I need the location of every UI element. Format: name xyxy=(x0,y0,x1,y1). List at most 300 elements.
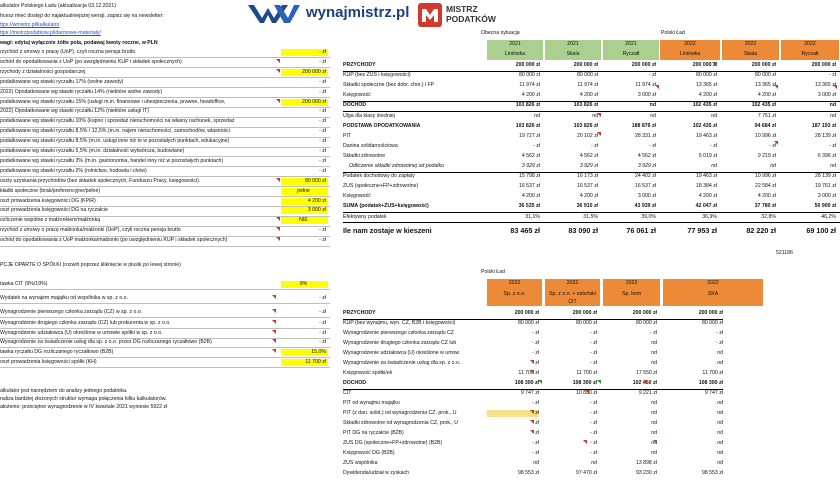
table-cell: 24 402 zł xyxy=(634,173,656,180)
table-cell: 94 684 zł xyxy=(754,122,776,129)
table-row-label: Składki zdrowotne od wynagrodzenia CZ, prok., U xyxy=(343,420,459,426)
formula-marker-icon xyxy=(538,380,542,384)
table-cell: - zł xyxy=(590,430,597,436)
comment-marker-icon xyxy=(530,420,534,424)
table-cell: 31,5% xyxy=(583,213,598,220)
table-cell: nd xyxy=(717,350,723,356)
table-cell: 3 929 zł xyxy=(521,163,540,169)
table-cell: 16 537 zł xyxy=(518,183,540,190)
table-cell: 83 465 zł xyxy=(510,225,540,235)
table-cell: - zł xyxy=(769,142,776,149)
table-row-label: Składki społeczne (bez dobr. chor.) i FP xyxy=(343,82,435,89)
table-cell: 4 200 zł xyxy=(579,92,598,99)
group-current: Obecna sytuacja xyxy=(481,30,520,36)
kalkulator-link[interactable]: ttps://wmistrz.pl/kalkulator xyxy=(0,22,60,28)
column-header: Liniówka xyxy=(660,49,720,60)
table-cell: 28 331 zł xyxy=(634,132,656,139)
input-row-value[interactable]: - zł xyxy=(281,49,328,56)
table-row-label: Odliczenie składki zdrowotnej od podatku xyxy=(349,163,445,169)
table-cell: nd xyxy=(770,163,776,169)
input-row-label: podatkowane wg stawki ryczałtu 10% (kupno i sprzedaż nieruchomości na własny rachunek, sprzedaż xyxy=(0,118,235,125)
table-cell: nd xyxy=(591,460,597,466)
input-row-value[interactable]: - zł xyxy=(319,167,326,174)
table-cell: 4 200 zł xyxy=(698,92,717,99)
table-cell: 15 798 zł xyxy=(518,173,540,180)
table-cell: nd xyxy=(592,112,598,119)
table-cell: 4 562 zł xyxy=(637,152,656,159)
mistrz-podatkow-line1: MISTRZ xyxy=(446,4,478,14)
input-row-value[interactable]: - zł xyxy=(319,227,326,234)
comment-marker-icon xyxy=(597,132,601,136)
table-cell: 188 876 zł xyxy=(631,122,656,129)
spolka-row-value[interactable]: - zł xyxy=(319,320,326,326)
table-cell: - zł xyxy=(532,440,539,446)
table-row-label: PRZYCHODY xyxy=(343,62,376,68)
table-cell: - zł xyxy=(590,410,597,416)
table-cell: 19 761 zł xyxy=(814,183,836,190)
table-cell: - zł xyxy=(710,142,717,149)
comment-marker-icon xyxy=(530,430,534,434)
comment-marker-icon xyxy=(655,85,659,89)
column-header: Ryczałt xyxy=(603,49,659,60)
table-cell: 102 450 zł xyxy=(632,380,657,386)
table-row-label: Wynagrodzenie udziałowca (U) określone w umow xyxy=(343,350,460,356)
table-cell: - zł xyxy=(532,340,539,346)
table-cell: nd xyxy=(651,450,657,456)
table-row-label: DOCHÓD xyxy=(343,102,367,109)
comment-marker-icon xyxy=(583,440,587,444)
wynajmistrz-logo-text: wynajmistrz.pl xyxy=(306,4,410,21)
table-cell: - zł xyxy=(591,142,598,149)
table-cell: 16 537 zł xyxy=(576,183,598,190)
table-cell: nd xyxy=(717,430,723,436)
table-cell: 16 537 zł xyxy=(634,183,656,190)
table-cell: - zł xyxy=(590,330,597,336)
table-row-label: KUP (bez wynajmu, wyn. CZ, B2B i księgowości) xyxy=(343,320,456,326)
table-cell: 42 047 zł xyxy=(695,203,717,210)
table-cell: - zł xyxy=(649,72,656,79)
row-divider xyxy=(0,246,330,247)
comment-marker-icon xyxy=(530,360,534,364)
table-cell: 16 173 zł xyxy=(576,173,598,180)
table-cell: 102 435 zł xyxy=(751,102,776,109)
table-cell: - zł xyxy=(590,420,597,426)
table-cell: 108 300 zł xyxy=(698,380,723,386)
table-cell: 36 910 zł xyxy=(576,203,598,210)
input-row-value[interactable]: - zł xyxy=(319,88,326,95)
table-cell: - zł xyxy=(532,430,539,436)
table-row-label: PRZYCHODY xyxy=(343,310,376,316)
year-header: 2021 xyxy=(545,40,601,49)
spolka-row-label: Wynagrodzenie udziałowca (U) określone w umowie spółki w sp. z o.o. xyxy=(0,330,163,336)
table-cell: 80 000 zł xyxy=(695,72,717,79)
table-cell: 200 000 zł xyxy=(751,62,776,68)
comment-marker-icon xyxy=(530,410,534,414)
row-divider xyxy=(0,317,330,318)
spolka-row-value[interactable]: 15,0% xyxy=(281,349,328,356)
table-cell: 4 562 zł xyxy=(521,152,540,159)
comment-marker-icon xyxy=(774,85,778,89)
input-row-label: rzychód z umowy o pracę (UoP), czyli roczna pensja brutto xyxy=(0,49,136,55)
table-cell: 77 953 zł xyxy=(687,225,717,235)
table-cell: 13 365 zł xyxy=(814,82,836,89)
table-cell: nd xyxy=(717,450,723,456)
table-cell: - zł xyxy=(532,450,539,456)
table-cell: 11 700 zł xyxy=(518,370,539,376)
table-cell: 80 000 zł xyxy=(576,72,598,79)
spolka-row-value[interactable]: 11 700 zł xyxy=(281,359,328,366)
comment-marker-icon xyxy=(597,113,601,117)
table-cell: nd xyxy=(717,440,723,446)
row-divider xyxy=(0,303,330,304)
table-cell: - zł xyxy=(533,142,540,149)
table-row-label: Wynagrodzenie za świadczenie usług dla sp. z o.o. xyxy=(343,360,461,366)
input-row-label: rzychód z umowy o pracę małżonka/małżonki (UoP), czyli roczna pensja brutto xyxy=(0,227,181,234)
table-cell: 80 000 zł xyxy=(754,72,776,79)
comment-marker-icon xyxy=(272,330,276,334)
input-row-label: podatkowane wg stawki ryczałtu 17% (wolne zawody) xyxy=(0,78,124,85)
table-cell: 13 365 zł xyxy=(695,82,717,89)
table-cell: 80 000 zł xyxy=(701,320,723,326)
materialy-link[interactable]: ttps://mistrzpodatkow.pl/darmowe-materialy/ xyxy=(0,30,101,36)
table-cell: 103 826 zł xyxy=(573,122,598,129)
table-cell: 3 000 zł xyxy=(817,193,836,200)
year-header: 2022 xyxy=(487,279,542,288)
table-cell: - zł xyxy=(590,340,597,346)
table-cell: - zł xyxy=(829,72,836,79)
table-cell: 19 463 zł xyxy=(695,132,717,139)
table-cell: - zł xyxy=(716,340,723,346)
table-cell: - zł xyxy=(590,350,597,356)
comment-marker-icon xyxy=(276,99,280,103)
table-cell: 28 139 zł xyxy=(814,173,836,180)
spolka-row-label: Wynagrodzenie za świadczenie usług dla sp. z o.o. przez DG rozliczanego ryczałtowo (B2B) xyxy=(0,339,212,345)
table-cell: nd xyxy=(651,410,657,416)
comment-marker-icon xyxy=(272,309,276,313)
table-cell: 10 830 zł xyxy=(575,390,597,396)
table-cell: 103 826 zł xyxy=(515,122,540,129)
input-row-label: podatkowane wg stawki ryczałtu 2% (rolnictwo, hodowla i chów) xyxy=(0,167,147,174)
table-cell: 19 463 zł xyxy=(695,173,717,180)
table-cell: - zł xyxy=(487,410,539,417)
comment-marker-icon xyxy=(276,69,280,73)
table-row-label: Wynagrodzenie pierwszego członka zarządu CZ xyxy=(343,330,454,336)
sheet-code: 521186 xyxy=(776,250,793,256)
table-cell: nd xyxy=(534,112,540,119)
input-row-value[interactable]: NIE xyxy=(281,217,328,224)
table-row-label: Dywidenda/udział w zyskach xyxy=(343,470,410,476)
input-row-label: rzychody z działalności gospodarczej xyxy=(0,68,86,75)
table-cell: 4 200 zł xyxy=(579,193,598,200)
table-cell: 200 000 zł xyxy=(514,310,539,316)
table-cell: nd xyxy=(717,400,723,406)
table-row-label: PODSTAWA OPODATKOWANIA xyxy=(343,122,421,129)
column-header: Skala xyxy=(722,49,779,60)
table-cell: 200 000 zł xyxy=(698,310,723,316)
table-row-label: Podatek dochodowy do zapłaty xyxy=(343,173,415,180)
table-row-label: Księgowość DG (B2B) xyxy=(343,450,395,456)
formula-marker-icon xyxy=(653,440,657,444)
table-row-label: Składki zdrowotne xyxy=(343,152,386,159)
comment-marker-icon xyxy=(276,227,280,231)
table-cell: 28 139 zł xyxy=(814,132,836,139)
table-cell: 18 384 zł xyxy=(695,183,717,190)
input-row-value[interactable]: 200 000 zł xyxy=(281,69,328,76)
table-cell: nd xyxy=(830,163,836,169)
input-row-value[interactable]: 3 000 zł xyxy=(281,207,328,214)
table-cell: 10 996 zł xyxy=(754,132,776,139)
spolka-row-value[interactable]: - zł xyxy=(319,339,326,345)
table-row-label: PIT (z dan. solid.) od wynagrodzenia CZ, prok., U xyxy=(343,410,457,416)
input-row-label: podatkowane wg stawki ryczałtu 8,5% / 12,5% (m.in. najem nieruchomości, samochodów, własności xyxy=(0,128,230,135)
input-row-label: oszt prowadzenia księgowości DG (KPiR) xyxy=(0,197,96,204)
column-header: SKA xyxy=(663,288,763,306)
input-row-label: podatkowane wg stawki ryczałtu 15% (usługi m.in. finansowe i ubezpieczenia, prawne, headoffice, xyxy=(0,98,226,105)
spolka-row-value[interactable]: 9% xyxy=(281,281,328,288)
year-header: 2022 xyxy=(663,279,763,288)
table-cell: 98 553 zł xyxy=(701,470,723,476)
table-cell: 9 219 zł xyxy=(757,152,776,159)
table-cell: 5 019 zł xyxy=(698,152,717,159)
input-row-label: oszt prowadzenia księgowości DG na ryczałcie xyxy=(0,207,108,214)
table-cell: nd xyxy=(651,350,657,356)
table-cell: 69 100 zł xyxy=(806,225,836,235)
table-cell: 11 700 zł xyxy=(702,370,723,376)
input-row-label: podatkowane wg stawki ryczałtu 3% (m.in. gastronomia, handel inny niż w pozostałych punktach) xyxy=(0,157,224,164)
table-cell: - zł xyxy=(829,142,836,149)
input-row-value[interactable]: - zł xyxy=(319,78,326,85)
table-row-label: Księgowość spółki/ek xyxy=(343,370,393,376)
table-cell: 200 000 zł xyxy=(811,62,836,68)
table-cell: 200 000 zł xyxy=(631,62,656,68)
table-cell: 97 470 zł xyxy=(575,470,597,476)
table-cell: 9 221 zł xyxy=(638,390,657,396)
input-row-label: podatkowane wg stawki ryczałtu 8,5% (m.in. usługi inne niż te w pozostałych punktach, edukacyjne) xyxy=(0,138,230,145)
table-row-label: Wynagrodzenie drugiego członka zarządu CZ lub xyxy=(343,340,457,346)
table-cell: 103 826 zł xyxy=(573,102,598,109)
input-row-label: 2022) Opodatkowane wg stawki ryczałtu 14% (niektóre wolne zawody) xyxy=(0,88,163,95)
mistrz-podatkow-logo xyxy=(418,2,498,28)
input-row-label: 2022) Opodatkowane wg stawki ryczałtu 12% (niektóre usługi IT) xyxy=(0,108,150,115)
spolka-row-value[interactable]: - zł xyxy=(319,295,326,301)
row-divider xyxy=(0,367,330,368)
table-row-label: ZUS DG (społeczne+FP+zdrowotne) (B2B) xyxy=(343,440,443,446)
table-cell: nd xyxy=(717,420,723,426)
table-cell: 187 193 zł xyxy=(811,122,836,129)
input-row-value[interactable]: 80 000 zł xyxy=(281,178,328,185)
formula-marker-icon xyxy=(597,380,601,384)
comment-marker-icon xyxy=(272,339,276,343)
table-cell: 9 747 zł xyxy=(704,390,723,396)
table-cell: 98 553 zł xyxy=(517,470,539,476)
table-cell: 9 747 zł xyxy=(520,390,539,396)
input-row-label: ochód do opodatkowania z UoP (po uwzględnieniu KUP i składek społecznych) xyxy=(0,58,182,65)
table-cell: nd xyxy=(711,112,717,119)
table-row-label: Efektywny podatek xyxy=(343,213,387,220)
table-cell: 39,0% xyxy=(641,213,656,220)
table-cell: 11 974 zł xyxy=(635,82,656,89)
table-cell: nd xyxy=(650,112,656,119)
comment-marker-icon xyxy=(585,390,589,394)
table-cell: 10 996 zł xyxy=(754,173,776,180)
table-cell: 103 826 zł xyxy=(515,102,540,109)
input-row-value[interactable]: - zł xyxy=(319,237,326,244)
note-2: naliza bardziej złożonych struktur wymaga połączenia kilku kalkulatorów. xyxy=(0,396,167,402)
table-cell: 82 220 zł xyxy=(746,225,776,235)
table-cell: 76 061 zł xyxy=(626,225,656,235)
mistrz-podatkow-line2: PODATKÓW xyxy=(446,14,496,24)
table-row-label: Księgowość xyxy=(343,193,371,200)
table-cell: - zł xyxy=(716,330,723,336)
table-row-label: Księgowość xyxy=(343,92,371,99)
table-cell: 4 562 zł xyxy=(579,152,598,159)
year-header: 2021 xyxy=(487,40,543,49)
table-row-label: DOCHÓD xyxy=(343,380,367,386)
table-cell: 200 000 zł xyxy=(692,62,717,68)
table-cell: 6 396 zł xyxy=(817,152,836,159)
table-cell: 17 550 zł xyxy=(635,370,657,376)
table-cell: nd xyxy=(651,360,657,366)
table-row-label: CIT xyxy=(343,390,352,396)
input-row-value[interactable]: 200 000 zł xyxy=(281,99,328,106)
table-row-label: PIT od wynajmu majątku xyxy=(343,400,400,406)
table-cell: 200 000 zł xyxy=(632,310,657,316)
year-header: 2022 xyxy=(545,279,600,288)
column-header: Sp. z o.o. xyxy=(487,288,542,306)
table-cell: 50 900 zł xyxy=(814,203,836,210)
table-cell: 3 000 zł xyxy=(637,92,656,99)
table-cell: 200 000 zł xyxy=(515,62,540,68)
table-cell: nd xyxy=(717,410,723,416)
table-cell: 31,1% xyxy=(525,213,540,220)
table-cell: 11 700 zł xyxy=(576,370,597,376)
wynajmistrz-logo xyxy=(244,0,410,26)
table-cell: 4 200 zł xyxy=(521,193,540,200)
table-cell: nd xyxy=(711,163,717,169)
input-row-label: kładki społeczne (brak/preferencyjne/pełne) xyxy=(0,187,101,194)
table-cell: nd xyxy=(830,112,836,119)
input-row-label: oszty uzyskania przychodów (bez składek społecznych, Funduszu Pracy, księgowości) xyxy=(0,177,199,184)
table-row-label: SUMA (podatek+ZUS+księgowość) xyxy=(343,203,429,210)
input-row-value[interactable]: pełne xyxy=(281,188,328,195)
column-header: Liniówka xyxy=(487,49,543,60)
comment-marker-icon xyxy=(712,62,716,66)
year-header: 2022 xyxy=(781,40,839,49)
table-cell: 11 974 zł xyxy=(577,82,598,89)
note-3: ałożenie: przeciętne wynagrodzenie w IV kwartale 2021 wyniesie 5922 zł xyxy=(0,404,168,410)
spolka-row-value[interactable]: - zł xyxy=(319,309,326,315)
table-cell: 3 000 zł xyxy=(817,92,836,99)
table-cell: 36,9% xyxy=(702,213,717,220)
table-cell: - zł xyxy=(590,450,597,456)
input-row-value[interactable]: 4 200 zł xyxy=(281,198,328,205)
table-row-label: ZUS wspólnika xyxy=(343,460,378,466)
table-cell: 13 365 zł xyxy=(754,82,776,89)
input-row-value[interactable]: - zł xyxy=(319,58,326,65)
comment-marker-icon xyxy=(833,85,837,89)
table-cell: - zł xyxy=(532,360,539,366)
year-header: 2022 xyxy=(722,40,779,49)
input-row-value[interactable]: - zł xyxy=(319,138,326,145)
table-cell: 7 751 zł xyxy=(757,112,776,119)
table-cell: nd xyxy=(651,430,657,436)
input-row-value[interactable]: - zł xyxy=(319,128,326,135)
table-cell: 93 230 zł xyxy=(635,470,657,476)
input-row-value[interactable]: - zł xyxy=(319,157,326,164)
table-cell: 36 535 zł xyxy=(518,203,540,210)
table-row-label: ZUS (społeczne+FP+zdrowotne) xyxy=(343,183,419,190)
table-row-label: KUP (bez ZUS i księgowości) xyxy=(343,72,411,79)
column-header: Skala xyxy=(545,49,601,60)
table-cell: - zł xyxy=(532,330,539,336)
table-cell: 3 929 zł xyxy=(579,163,598,169)
table-cell: 11 974 zł xyxy=(519,82,540,89)
year-header: 2022 xyxy=(660,40,720,49)
table-cell: nd xyxy=(717,460,723,466)
table-cell: - zł xyxy=(590,440,597,446)
table-cell: nd xyxy=(651,440,657,446)
row-divider xyxy=(0,347,330,348)
table-cell: 32,8% xyxy=(761,213,776,220)
table-row-label: Danina solidarnościowa xyxy=(343,142,398,149)
table-cell: nd xyxy=(651,340,657,346)
row-divider xyxy=(0,328,330,329)
comment-marker-icon xyxy=(774,141,778,145)
comment-marker-icon xyxy=(643,380,647,384)
intro-line-1: alkulator Polskiego Ładu (aktualizacja 03.12.2021) xyxy=(0,3,116,9)
comment-marker-icon xyxy=(272,320,276,324)
input-row-value[interactable]: - zł xyxy=(319,148,326,154)
table-cell: 200 000 zł xyxy=(572,310,597,316)
year-header: 2022 xyxy=(603,279,660,288)
table-cell: 102 435 zł xyxy=(692,102,717,109)
table-cell: nd xyxy=(651,400,657,406)
spolka-row-label: tawka CIT (9%/19%) xyxy=(0,281,48,287)
comment-marker-icon xyxy=(272,349,276,353)
table-cell: 4 200 zł xyxy=(757,193,776,200)
table-cell: - zł xyxy=(532,350,539,356)
spolka-header[interactable]: PCJE OPARTE O SPÓŁKI (rozwiń poprzez kliknięcie w plusik po lewej stronie) xyxy=(0,262,181,268)
table-cell: 80 000 zł xyxy=(575,320,597,326)
note-1: alkulator jest narzędziem do analizy jednego podatnika. xyxy=(0,388,128,394)
table-cell: - zł xyxy=(650,330,657,336)
input-row-value[interactable]: - zł xyxy=(319,108,326,115)
table-row-label: Ile nam zostaje w kieszeni xyxy=(343,225,432,235)
table-cell: nd xyxy=(649,102,656,109)
table-row-label: PIT DG na ryczałcie (B2B) xyxy=(343,430,404,436)
table-cell: - zł xyxy=(590,360,597,366)
input-row-label: podatkowane wg stawki ryczałtu 5,5% (m.in. działalność wytwórcza, budowlane) xyxy=(0,148,185,154)
group-new: Polski Ład xyxy=(661,30,685,36)
table-cell: 102 435 zł xyxy=(692,122,717,129)
spolka-row-label: Wynagrodzenie drugiego członka zarządu (CZ) lub prokurenta w sp. z o.o. xyxy=(0,320,171,326)
table-cell: 83 090 zł xyxy=(568,225,598,235)
table-row-label: Ulga dla klasy średniej xyxy=(343,112,395,119)
spolka-row-label: oszt prowadzenia księgowości spółki (KH) xyxy=(0,359,97,365)
table-cell: 20 102 zł xyxy=(576,132,598,139)
spolka-row-value[interactable]: - zł xyxy=(319,330,326,336)
comment-marker-icon xyxy=(272,295,276,299)
table-cell: 200 000 zł xyxy=(573,62,598,68)
table-row-label: PIT xyxy=(343,132,352,139)
table-cell: 22 584 zł xyxy=(754,183,776,190)
row-divider xyxy=(343,222,840,223)
column-header: Sp. kom xyxy=(603,288,660,306)
column-header: Sp. z o.o. + estoński CIT xyxy=(545,288,600,306)
input-row-value[interactable]: - zł xyxy=(319,118,326,125)
table-cell: - zł xyxy=(649,142,656,149)
table-cell: 19 727 zł xyxy=(518,132,540,139)
